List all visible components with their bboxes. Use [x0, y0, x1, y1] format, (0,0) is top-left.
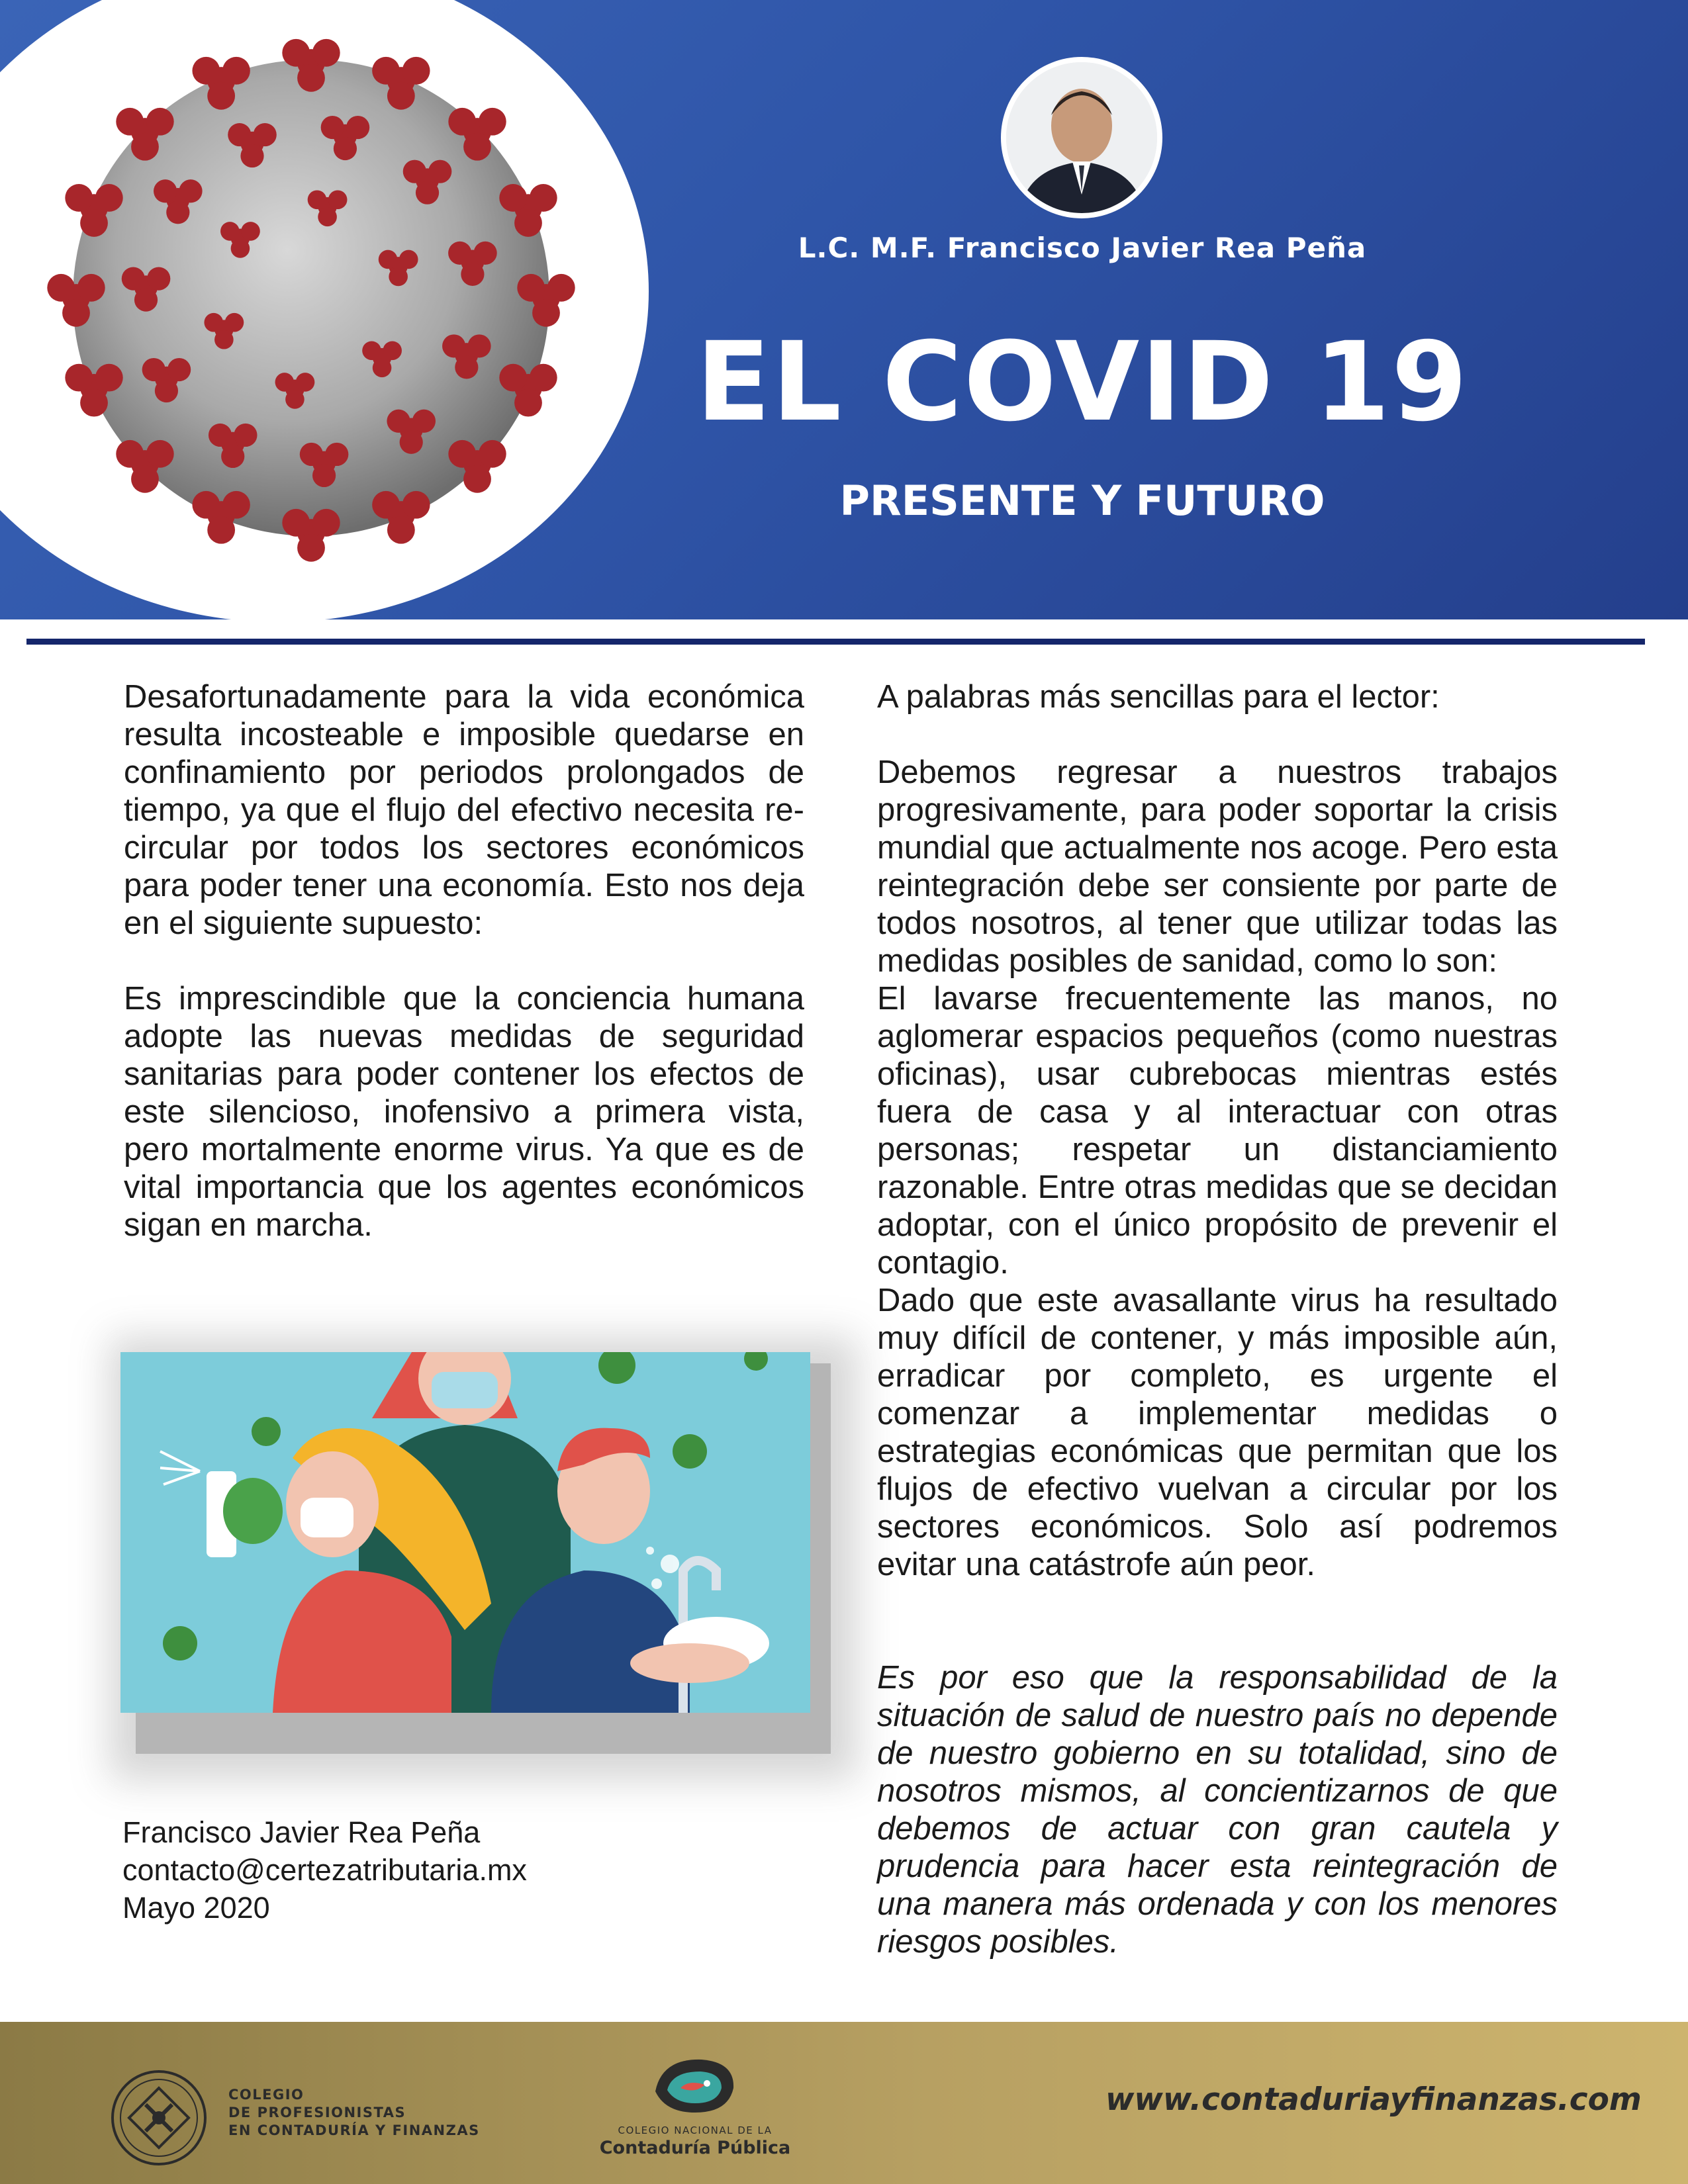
colegio-nacional-name: [596, 2124, 794, 2158]
author-avatar: [1001, 57, 1162, 218]
org2-line-2: Contaduría Pública: [599, 2138, 791, 2158]
colegio-nacional-logo: [649, 2052, 741, 2118]
left-paragraph-2: Es imprescindible que la conciencia humana adopte las nuevas medidas de seguridad sanitarias para poder contener los efectos de este silencioso, inofensivo a primera vista, pero mortalmente enorme virus. Ya que es de vital importancia que los agentes económicos sigan en marcha.: [124, 981, 804, 1243]
right-paragraph-1: Debemos regresar a nuestros trabajos progresivamente, para poder soportar la crisis mundial que actualmente nos acoge. Pero esta reintegración debe ser consiente por parte de todos nosotros, al tener que utilizar todas las medidas posibles de sanidad, como lo son:: [877, 754, 1558, 979]
org1-line-1: COLEGIO: [228, 2087, 305, 2103]
page-subtitle: PRESENTE Y FUTURO: [839, 477, 1325, 525]
hygiene-illustration: [120, 1352, 810, 1713]
coronavirus-image: [0, 0, 662, 619]
header-banner: [0, 0, 1688, 619]
signature-block: [122, 1813, 527, 1927]
colegio-profesionistas-name: [228, 2086, 480, 2140]
signature-date: Mayo 2020: [122, 1891, 270, 1925]
page-title: EL COVID 19: [696, 318, 1469, 445]
right-paragraph-3: Dado que este avasallante virus ha resultado muy difícil de contener, y más imposible aún, erradicar por completo, es urgente el comenzar a implementar medidas o estrategias económicas que permitan que los flujos de efectivo vuelvan a circular por los sectores económicos. Solo así podremos evitar una catástrofe aún peor.: [877, 1283, 1558, 1582]
signature-name: Francisco Javier Rea Peña: [122, 1815, 481, 1849]
right-conclusion: Es por eso que la responsabilidad de la situación de salud de nuestro país no depende de nuestro gobierno en su totalidad, sino de nosotros mismos, al concientizarnos de que debemos de actuar con gran cautela y prudencia para hacer esta reintegración de una manera más ordenada y con los menores riesgos posibles.: [877, 1660, 1558, 1960]
org1-line-2: DE PROFESIONISTAS: [228, 2105, 406, 2120]
org2-line-1: COLEGIO NACIONAL DE LA: [618, 2124, 773, 2136]
left-paragraph-1: Desafortunadamente para la vida económica resulta incosteable e imposible quedarse en confinamiento por periodos prolongados de tiempo, ya que el flujo del efectivo necesita re-circular por todos los sectores económicos para poder tener una economía. Esto nos deja en el siguiente supuesto:: [124, 679, 804, 941]
author-name: L.C. M.F. Francisco Javier Rea Peña: [798, 232, 1367, 264]
header-divider: [26, 639, 1645, 645]
signature-email: contacto@certezatributaria.mx: [122, 1853, 527, 1887]
website-link[interactable]: www.contaduriayfinanzas.com: [1105, 2081, 1642, 2118]
org1-line-3: EN CONTADURÍA Y FINANZAS: [228, 2122, 480, 2138]
left-column: [124, 678, 804, 1244]
right-column: [877, 678, 1558, 1961]
right-paragraph-2: El lavarse frecuentemente las manos, no aglomerar espacios pequeños (como nuestras oficinas), usar cubrebocas mientras estés fuera de casa y al interactuar con otras personas; respetar un distanciamiento razonable. Entre otras medidas que se decidan adoptar, con el único propósito de prevenir el contagio.: [877, 981, 1558, 1281]
right-intro: A palabras más sencillas para el lector:: [877, 679, 1440, 715]
colegio-profesionistas-logo: [109, 2068, 209, 2167]
